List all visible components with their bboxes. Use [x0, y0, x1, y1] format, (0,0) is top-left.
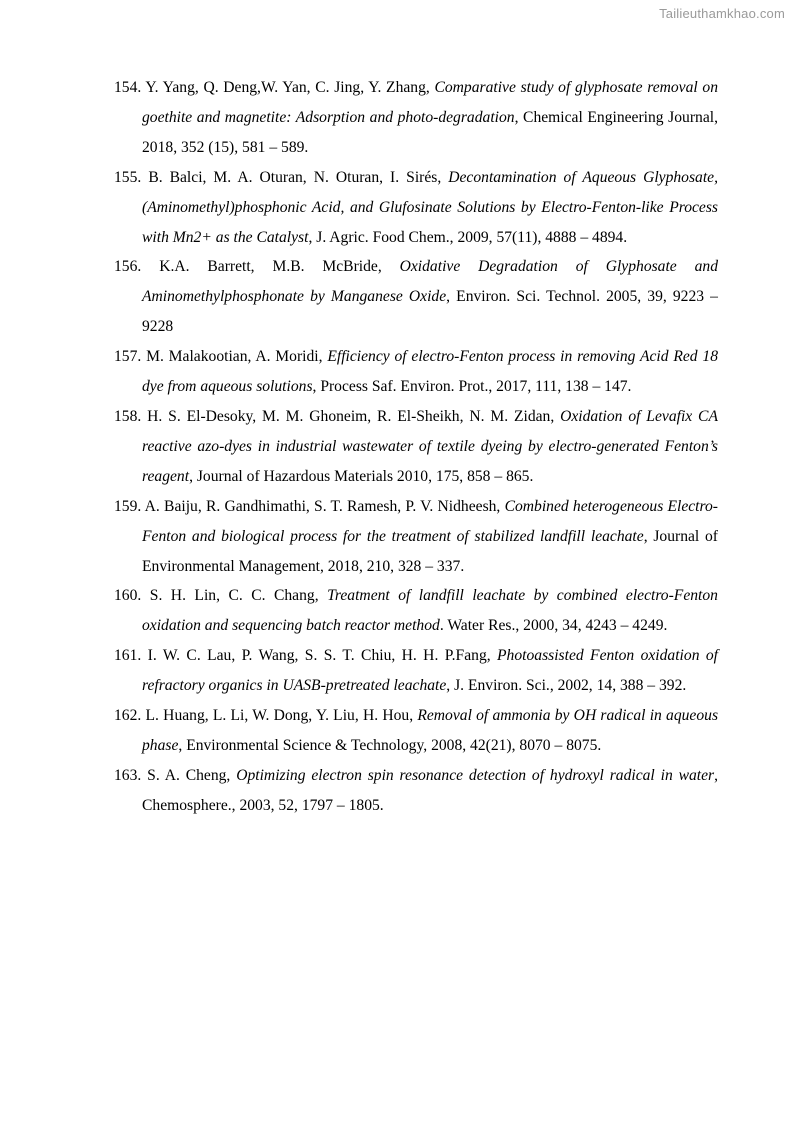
reference-item — [114, 761, 718, 821]
reference-source: , Chemical Engineering Journal, 2018, 352 (15), 581 – 589. — [142, 108, 718, 156]
reference-number: 156. — [114, 258, 142, 276]
reference-authors: K.A. Barrett, M.B. McBride, — [159, 258, 382, 276]
reference-source: , Process Saf. Environ. Prot., 2017, 111, 138 – 147. — [312, 378, 632, 396]
reference-item — [114, 701, 718, 761]
reference-number: 154. — [114, 79, 142, 96]
reference-number: 157. — [114, 348, 142, 366]
reference-number: 158. — [114, 407, 142, 425]
reference-authors: S. A. Cheng, — [147, 766, 231, 784]
watermark: Tailieuthamkhao.com — [659, 6, 785, 21]
reference-source: , Environmental Science & Technology, 2008, 42(21), 8070 – 8075. — [178, 736, 602, 754]
reference-source: , Chemosphere., 2003, 52, 1797 – 1805. — [142, 766, 719, 814]
reference-title: Efficiency of electro-Fenton process in removing Acid Red 18 dye from aqueous solutions — [142, 348, 718, 396]
reference-item — [114, 402, 718, 492]
reference-item — [114, 252, 718, 342]
reference-title: Oxidative Degradation of Glyphosate and Aminomethylphosphonate by Manganese Oxide — [142, 258, 719, 306]
reference-number: 162. — [114, 707, 142, 725]
reference-authors: Y. Yang, Q. Deng,W. Yan, C. Jing, Y. Zhang, — [145, 79, 430, 96]
reference-number: 155. — [114, 168, 142, 186]
reference-number: 160. — [114, 587, 142, 605]
reference-source: , J. Environ. Sci., 2002, 14, 388 – 392. — [446, 677, 687, 695]
reference-number: 161. — [114, 647, 142, 665]
reference-title: Optimizing electron spin resonance detection of hydroxyl radical in water — [236, 766, 715, 784]
reference-authors: I. W. C. Lau, P. Wang, S. S. T. Chiu, H. H. P.Fang, — [147, 647, 491, 665]
reference-item — [114, 492, 718, 582]
reference-authors: H. S. El-Desoky, M. M. Ghoneim, R. El-Sheikh, N. M. Zidan, — [147, 407, 555, 425]
reference-item — [114, 581, 718, 641]
reference-authors: S. H. Lin, C. C. Chang, — [149, 587, 319, 605]
reference-item — [114, 342, 718, 402]
reference-title: Oxidation of Levafix CA reactive azo-dyes in industrial wastewater of textile dyeing by electro-generated Fenton’s reagent — [142, 407, 718, 485]
reference-list — [114, 73, 718, 821]
reference-title: Photoassisted Fenton oxidation of refractory organics in UASB-pretreated leachate — [142, 647, 718, 695]
reference-authors: B. Balci, M. A. Oturan, N. Oturan, I. Sirés, — [148, 168, 442, 186]
reference-title: Decontamination of Aqueous Glyphosate, (Aminomethyl)phosphonic Acid, and Glufosinate Solutions by Electro-Fenton-like Process with Mn2+ as the Catalyst — [142, 168, 719, 246]
reference-number: 159. — [114, 497, 142, 515]
reference-authors: M. Malakootian, A. Moridi, — [146, 348, 323, 366]
reference-item — [114, 73, 718, 163]
reference-authors: A. Baiju, R. Gandhimathi, S. T. Ramesh, P. V. Nidheesh, — [144, 497, 501, 515]
reference-item — [114, 163, 718, 253]
reference-authors: L. Huang, L. Li, W. Dong, Y. Liu, H. Hou, — [145, 707, 414, 725]
reference-source: , J. Agric. Food Chem., 2009, 57(11), 4888 – 4894. — [308, 228, 628, 246]
reference-title: Removal of ammonia by OH radical in aqueous phase — [142, 707, 719, 754]
reference-item — [114, 641, 718, 701]
reference-title: Combined heterogeneous Electro-Fenton and biological process for the treatment of stabilized landfill leachate — [142, 497, 718, 545]
reference-title: Comparative study of glyphosate removal on goethite and magnetite: Adsorption and photo-degradation — [142, 79, 719, 126]
reference-title: Treatment of landfill leachate by combined electro-Fenton oxidation and sequencing batch reactor method — [142, 587, 718, 635]
reference-source: , Journal of Hazardous Materials 2010, 175, 858 – 865. — [189, 467, 534, 485]
reference-source: , Journal of Environmental Management, 2018, 210, 328 – 337. — [142, 527, 719, 575]
reference-number: 163. — [114, 766, 142, 784]
reference-source: , Environ. Sci. Technol. 2005, 39, 9223 – 9228 — [142, 288, 718, 336]
reference-source: . Water Res., 2000, 34, 4243 – 4249. — [439, 617, 668, 635]
